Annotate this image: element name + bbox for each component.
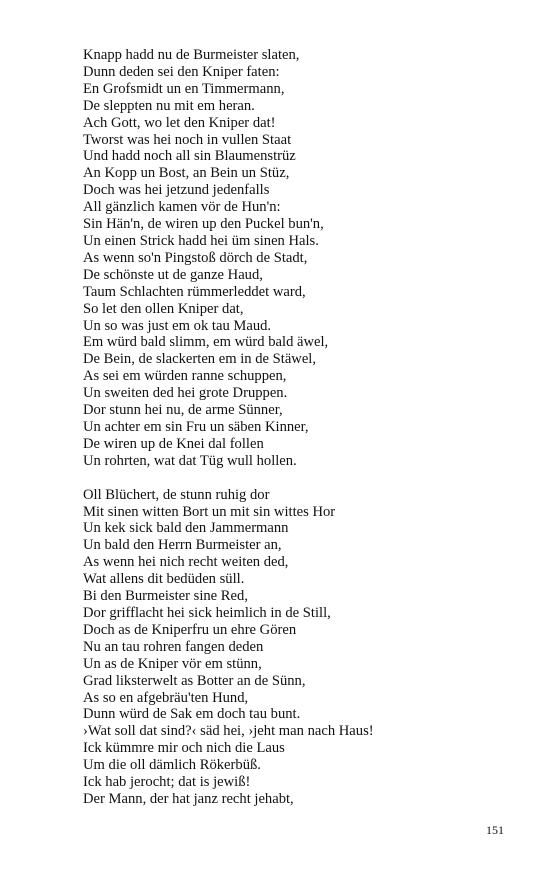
poem-line: Dunn deden sei den Kniper faten: xyxy=(83,63,280,80)
poem-line: Der Mann, der hat janz recht jehabt, xyxy=(83,790,294,807)
stanza-2 xyxy=(83,487,503,808)
poem-line: As wenn hei nich recht weiten ded, xyxy=(83,554,289,571)
poem-line: Ick hab jerocht; dat is jewiß! xyxy=(83,774,251,791)
poem-line: Oll Blüchert, de stunn ruhig dor xyxy=(83,486,270,503)
poem-line: Un so was just em ok tau Maud. xyxy=(83,317,272,334)
poem-line: De wiren up de Knei dal follen xyxy=(83,435,264,452)
poem-line: Un einen Strick hadd hei üm sinen Hals. xyxy=(83,232,319,249)
poem-line: Um die oll dämlich Rökerbüß. xyxy=(83,757,261,774)
poem-line: Dor stunn hei nu, de arme Sünner, xyxy=(83,402,283,419)
poem-line: Knapp hadd nu de Burmeister slaten, xyxy=(83,47,300,63)
poem-line: All gänzlich kamen vör de Hun'n: xyxy=(83,199,281,216)
poem-line: Tworst was hei noch in vullen Staat xyxy=(83,131,292,148)
stanza-1 xyxy=(83,47,503,470)
poem-line: Grad liksterwelt as Botter an de Sünn, xyxy=(83,672,306,689)
poem-line: Und hadd noch all sin Blaumenstrüz xyxy=(83,148,296,165)
poem-line: Dunn würd de Sak em doch tau bunt. xyxy=(83,706,301,723)
poem-line: Taum Schlachten rümmerleddet ward, xyxy=(83,283,306,300)
poem-line: De sleppten nu mit em heran. xyxy=(83,97,255,114)
poem-line: Sin Hän'n, de wiren up den Puckel bun'n, xyxy=(83,216,324,233)
page-number: 151 xyxy=(486,823,504,837)
poem-line: An Kopp un Bost, an Bein un Stüz, xyxy=(83,165,290,182)
poem-line: As wenn so'n Pingstoß dörch de Stadt, xyxy=(83,249,308,266)
poem-line: Ick kümmre mir och nich die Laus xyxy=(83,740,285,757)
poem-line: Un rohrten, wat dat Tüg wull hollen. xyxy=(83,452,297,469)
poem-line: Un bald den Herrn Burmeister an, xyxy=(83,537,282,554)
poem-line: As so en afgebräu'ten Hund, xyxy=(83,689,249,706)
poem-line: Ach Gott, wo let den Kniper dat! xyxy=(83,114,276,131)
poem-line: De Bein, de slackerten em in de Stäwel, xyxy=(83,351,317,368)
poem-line: ›Wat soll dat sind?‹ säd hei, ›jeht man nach Haus! xyxy=(83,723,374,740)
poem-line: Doch as de Kniperfru un ehre Gören xyxy=(83,621,297,638)
poem-line: En Grofsmidt un en Timmermann, xyxy=(83,80,285,97)
poem-line: As sei em würden ranne schuppen, xyxy=(83,368,287,385)
poem-line: Un as de Kniper vör em stünn, xyxy=(83,655,262,672)
poem-line: Em würd bald slimm, em würd bald äwel, xyxy=(83,334,329,351)
poem-line: De schönste ut de ganze Haud, xyxy=(83,266,263,283)
poem-line: Un achter em sin Fru un säben Kinner, xyxy=(83,418,309,435)
poem-line: Bi den Burmeister sine Red, xyxy=(83,588,248,605)
poem-line: Wat allens dit bedüden süll. xyxy=(83,571,245,588)
poem-line: Un sweiten ded hei grote Druppen. xyxy=(83,385,288,402)
poem-line: Un kek sick bald den Jammermann xyxy=(83,520,289,537)
poem-line: So let den ollen Kniper dat, xyxy=(83,300,244,317)
poem-line: Dor grifflacht hei sick heimlich in de Still, xyxy=(83,605,331,621)
poem-body xyxy=(83,47,503,808)
poem-line: Nu an tau rohren fangen deden xyxy=(83,638,264,655)
poem-line: Mit sinen witten Bort un mit sin wittes Hor xyxy=(83,503,336,520)
poem-line: Doch was hei jetzund jedenfalls xyxy=(83,182,270,199)
